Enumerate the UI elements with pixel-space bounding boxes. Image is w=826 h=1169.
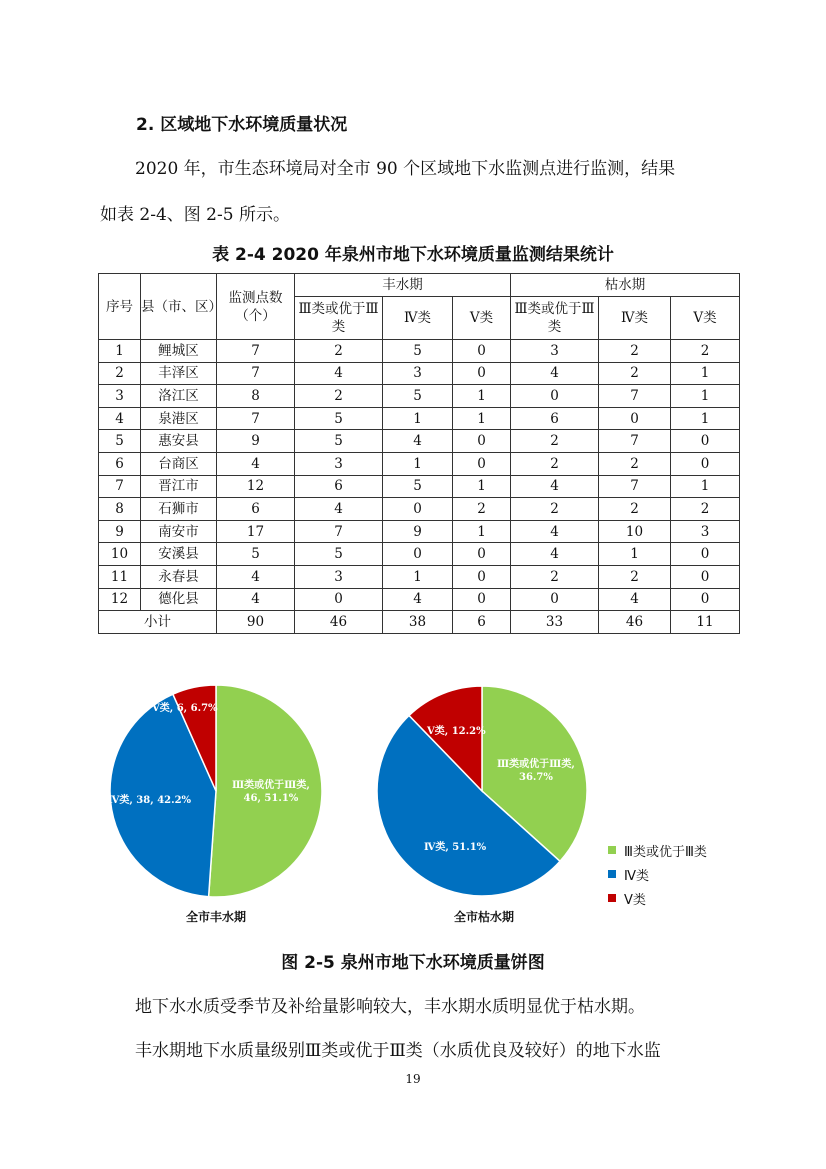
table-cell: 6 xyxy=(295,475,383,498)
table-cell: 7 xyxy=(99,475,141,498)
table-cell: 1 xyxy=(383,565,453,588)
table-cell: 0 xyxy=(671,588,740,611)
table-cell: 2 xyxy=(99,362,141,385)
paragraph-line: 地下水水质受季节及补给量影响较大，丰水期水质明显优于枯水期。 xyxy=(135,997,645,1017)
table-cell: 洛江区 xyxy=(141,385,217,408)
legend-item-class-v xyxy=(608,886,707,910)
table-cell: 8 xyxy=(217,385,295,408)
table-cell: 17 xyxy=(217,520,295,543)
legend-swatch xyxy=(608,894,616,902)
table-cell: 5 xyxy=(217,543,295,566)
table-cell: 8 xyxy=(99,498,141,521)
table-cell: 0 xyxy=(295,588,383,611)
table-cell: 5 xyxy=(295,407,383,430)
table-cell: 38 xyxy=(383,611,453,634)
table-cell: 4 xyxy=(295,362,383,385)
table-cell: 4 xyxy=(511,475,599,498)
table-cell: 4 xyxy=(383,430,453,453)
table-cell: 6 xyxy=(453,611,511,634)
slice-label-dry-class-iii: Ⅲ类或优于Ⅲ类, 36.7% xyxy=(497,759,575,783)
pie-chart-dry-season xyxy=(377,686,587,896)
table-cell: 10 xyxy=(599,520,671,543)
table-cell: 5 xyxy=(99,430,141,453)
pie-title-wet-season: 全市丰水期 xyxy=(185,910,246,924)
table-cell: 0 xyxy=(453,430,511,453)
legend-item-class-iii xyxy=(608,838,707,862)
table-cell: 1 xyxy=(599,543,671,566)
table-cell: 0 xyxy=(453,588,511,611)
legend-swatch xyxy=(608,870,616,878)
table-cell: 4 xyxy=(511,362,599,385)
table-cell: 鲤城区 xyxy=(141,340,217,363)
table-cell: 1 xyxy=(453,407,511,430)
table-cell: 4 xyxy=(599,588,671,611)
table-cell: 0 xyxy=(599,407,671,430)
table-cell: 0 xyxy=(453,362,511,385)
table-cell: 2 xyxy=(599,565,671,588)
paragraph-line: 如表 2-4、图 2-5 所示。 xyxy=(100,205,290,225)
table-cell: 2 xyxy=(599,340,671,363)
slice-label-dry-class-v: Ⅴ类, 12.2% xyxy=(427,726,486,737)
table-cell: 1 xyxy=(453,520,511,543)
table-cell: 1 xyxy=(671,362,740,385)
table-cell: 7 xyxy=(599,385,671,408)
legend-label: Ⅳ类 xyxy=(624,868,649,884)
table-cell: 2 xyxy=(599,362,671,385)
table-caption: 表 2-4 2020 年泉州市地下水环境质量监测结果统计 xyxy=(212,245,614,265)
legend-item-class-iv xyxy=(608,862,707,886)
table-cell: 2 xyxy=(511,430,599,453)
table-cell: 46 xyxy=(599,611,671,634)
table-cell: 2 xyxy=(453,498,511,521)
table-cell: 南安市 xyxy=(141,520,217,543)
table-cell: 9 xyxy=(99,520,141,543)
paragraph-line: 2020 年，市生态环境局对全市 90 个区域地下水监测点进行监测，结果 xyxy=(135,159,676,179)
table-cell: 4 xyxy=(295,498,383,521)
header-county: 县（市、区） xyxy=(141,274,217,340)
table-cell: 10 xyxy=(99,543,141,566)
table-cell: 7 xyxy=(599,430,671,453)
table-cell: 90 xyxy=(217,611,295,634)
table-cell: 1 xyxy=(99,340,141,363)
table-cell: 0 xyxy=(453,452,511,475)
table-cell: 7 xyxy=(295,520,383,543)
table-cell: 4 xyxy=(99,407,141,430)
slice-label-wet-class-iii: Ⅲ类或优于Ⅲ类, 46, 51.1% xyxy=(232,780,310,804)
header-wet-class-iii: Ⅲ类或优于Ⅲ类 xyxy=(295,297,383,340)
legend-swatch xyxy=(608,846,616,854)
header-dry-class-iv: Ⅳ类 xyxy=(599,297,671,340)
table-cell: 9 xyxy=(217,430,295,453)
table-cell: 台商区 xyxy=(141,452,217,475)
table-cell: 12 xyxy=(99,588,141,611)
table-cell: 晋江市 xyxy=(141,475,217,498)
table-cell: 46 xyxy=(295,611,383,634)
legend-label: Ⅲ类或优于Ⅲ类 xyxy=(624,844,707,860)
table-cell: 4 xyxy=(217,565,295,588)
paragraph-line: 丰水期地下水质量级别Ⅲ类或优于Ⅲ类（水质优良及较好）的地下水监 xyxy=(135,1041,661,1061)
page-number: 19 xyxy=(405,1072,421,1086)
table-cell: 11 xyxy=(671,611,740,634)
table-cell: 9 xyxy=(383,520,453,543)
table-cell: 7 xyxy=(217,340,295,363)
table-cell: 3 xyxy=(99,385,141,408)
table-cell: 0 xyxy=(453,565,511,588)
table-cell: 3 xyxy=(383,362,453,385)
table-cell: 0 xyxy=(511,588,599,611)
table-cell: 2 xyxy=(295,340,383,363)
header-seq: 序号 xyxy=(99,274,141,340)
table-cell: 1 xyxy=(671,385,740,408)
table-cell: 0 xyxy=(671,543,740,566)
table-cell: 4 xyxy=(217,452,295,475)
subtotal-label: 小计 xyxy=(99,611,217,634)
section-heading: 2. 区域地下水环境质量状况 xyxy=(136,115,348,135)
table-cell: 永春县 xyxy=(141,565,217,588)
table-cell: 4 xyxy=(511,520,599,543)
table-cell: 6 xyxy=(99,452,141,475)
table-cell: 1 xyxy=(671,475,740,498)
table-cell: 11 xyxy=(99,565,141,588)
table-cell: 1 xyxy=(453,475,511,498)
legend-label: Ⅴ类 xyxy=(624,892,646,908)
table-cell: 3 xyxy=(671,520,740,543)
table-cell: 6 xyxy=(217,498,295,521)
table-cell: 德化县 xyxy=(141,588,217,611)
table-cell: 1 xyxy=(383,407,453,430)
header-count: 监测点数（个） xyxy=(217,274,295,340)
header-dry-class-v: Ⅴ类 xyxy=(671,297,740,340)
table-cell: 5 xyxy=(383,340,453,363)
table-cell: 2 xyxy=(295,385,383,408)
table-cell: 1 xyxy=(453,385,511,408)
table-cell: 石狮市 xyxy=(141,498,217,521)
table-cell: 1 xyxy=(671,407,740,430)
table-cell: 12 xyxy=(217,475,295,498)
table-cell: 0 xyxy=(511,385,599,408)
table-cell: 2 xyxy=(671,340,740,363)
table-cell: 5 xyxy=(383,385,453,408)
table-cell: 33 xyxy=(511,611,599,634)
table-cell: 0 xyxy=(671,452,740,475)
table-cell: 7 xyxy=(217,362,295,385)
table-cell: 3 xyxy=(295,565,383,588)
table-cell: 5 xyxy=(295,543,383,566)
table-cell: 2 xyxy=(511,498,599,521)
header-dry-class-iii: Ⅲ类或优于Ⅲ类 xyxy=(511,297,599,340)
pie-title-dry-season: 全市枯水期 xyxy=(453,910,514,924)
table-cell: 0 xyxy=(671,430,740,453)
table-cell: 惠安县 xyxy=(141,430,217,453)
table-cell: 3 xyxy=(511,340,599,363)
table-cell: 0 xyxy=(383,543,453,566)
table-cell: 5 xyxy=(295,430,383,453)
slice-label-wet-class-v: Ⅴ类, 6, 6.7% xyxy=(152,703,218,714)
chart-legend xyxy=(608,838,707,910)
table-cell: 0 xyxy=(453,543,511,566)
figure-caption: 图 2-5 泉州市地下水环境质量饼图 xyxy=(281,953,545,973)
header-dry-season: 枯水期 xyxy=(511,274,740,297)
table-cell: 0 xyxy=(671,565,740,588)
table-cell: 0 xyxy=(383,498,453,521)
table-cell: 2 xyxy=(599,498,671,521)
table-cell: 2 xyxy=(511,452,599,475)
table-cell: 2 xyxy=(511,565,599,588)
table-cell: 4 xyxy=(217,588,295,611)
table-cell: 7 xyxy=(217,407,295,430)
table-cell: 5 xyxy=(383,475,453,498)
table-cell: 7 xyxy=(599,475,671,498)
table-cell: 2 xyxy=(671,498,740,521)
slice-label-dry-class-iv: Ⅳ类, 51.1% xyxy=(424,842,487,853)
table-cell: 4 xyxy=(383,588,453,611)
table-cell: 0 xyxy=(453,340,511,363)
table-cell: 1 xyxy=(383,452,453,475)
slice-label-wet-class-iv: Ⅳ类, 38, 42.2% xyxy=(108,795,192,806)
table-cell: 4 xyxy=(511,543,599,566)
header-wet-class-iv: Ⅳ类 xyxy=(383,297,453,340)
table-cell: 2 xyxy=(599,452,671,475)
table-cell: 丰泽区 xyxy=(141,362,217,385)
table-cell: 3 xyxy=(295,452,383,475)
table-cell: 6 xyxy=(511,407,599,430)
header-wet-class-v: Ⅴ类 xyxy=(453,297,511,340)
header-wet-season: 丰水期 xyxy=(295,274,511,297)
table-cell: 泉港区 xyxy=(141,407,217,430)
table-cell: 安溪县 xyxy=(141,543,217,566)
